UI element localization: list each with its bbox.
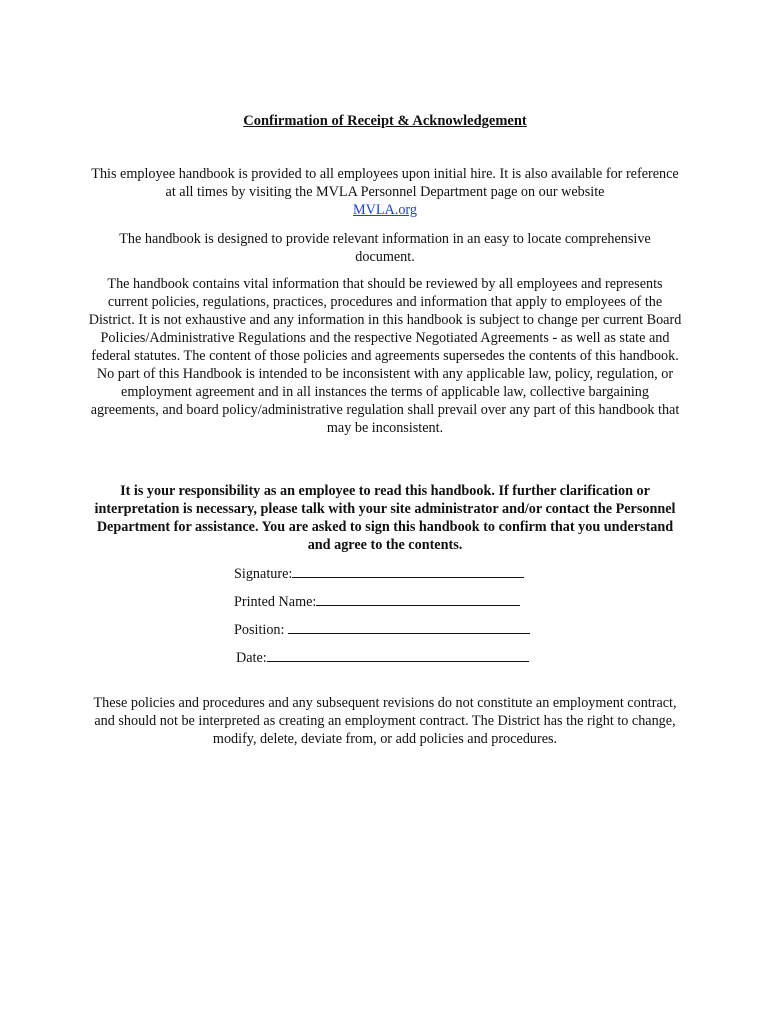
- intro-paragraph: [88, 165, 682, 219]
- signature-field[interactable]: [292, 563, 524, 578]
- signature-label: Signature:: [234, 566, 293, 582]
- intro-text: This employee handbook is provided to all employees upon initial hire. It is also available for reference at all times by visiting the MVLA Personnel Department page on our website: [91, 166, 679, 200]
- date-label: Date:: [236, 650, 267, 666]
- signature-block: [234, 563, 554, 675]
- disclaimer-paragraph: These policies and procedures and any subsequent revisions do not constitute an employment contract, and should not be interpreted as creating an employment contract. The District has the right to change, modify, delete, deviate from, or add policies and procedures.: [93, 695, 677, 747]
- position-label: Position:: [234, 622, 289, 638]
- signature-row: [234, 563, 554, 591]
- responsibility-paragraph: It is your responsibility as an employee to read this handbook. If further clarification or interpretation is necessary, please talk with your site administrator and/or contact the Personnel Department for assistance. You are asked to sign this handbook to confirm that you understand and agree to the contents.: [94, 483, 676, 553]
- date-field[interactable]: [267, 647, 529, 662]
- policy-paragraph: The handbook contains vital information that should be reviewed by all employees and represents current policies, regulations, practices, procedures and information that apply to employees of the District. It is not exhaustive and any information in this handbook is subject to change per current Board Policies/Administrative Regulations and the respective Negotiated Agreements - as well as state and federal statutes. The content of those policies and agreements supersedes the contents of this handbook. No part of this Handbook is intended to be inconsistent with any applicable law, policy, regulation, or employment agreement and in all instances the terms of applicable law, collective bargaining agreements, and board policy/administrative regulation shall prevail over any part of this handbook that may be inconsistent.: [88, 276, 682, 436]
- purpose-paragraph: The handbook is designed to provide relevant information in an easy to locate comprehensive document.: [119, 231, 651, 265]
- position-field[interactable]: [288, 619, 530, 634]
- printed-name-field[interactable]: [316, 591, 520, 606]
- printed-name-row: [234, 591, 554, 619]
- website-link[interactable]: MVLA.org: [353, 202, 417, 218]
- printed-name-label: Printed Name:: [234, 594, 317, 610]
- position-row: [234, 619, 554, 647]
- document-title: Confirmation of Receipt & Acknowledgement: [243, 113, 527, 129]
- date-row: [234, 647, 554, 675]
